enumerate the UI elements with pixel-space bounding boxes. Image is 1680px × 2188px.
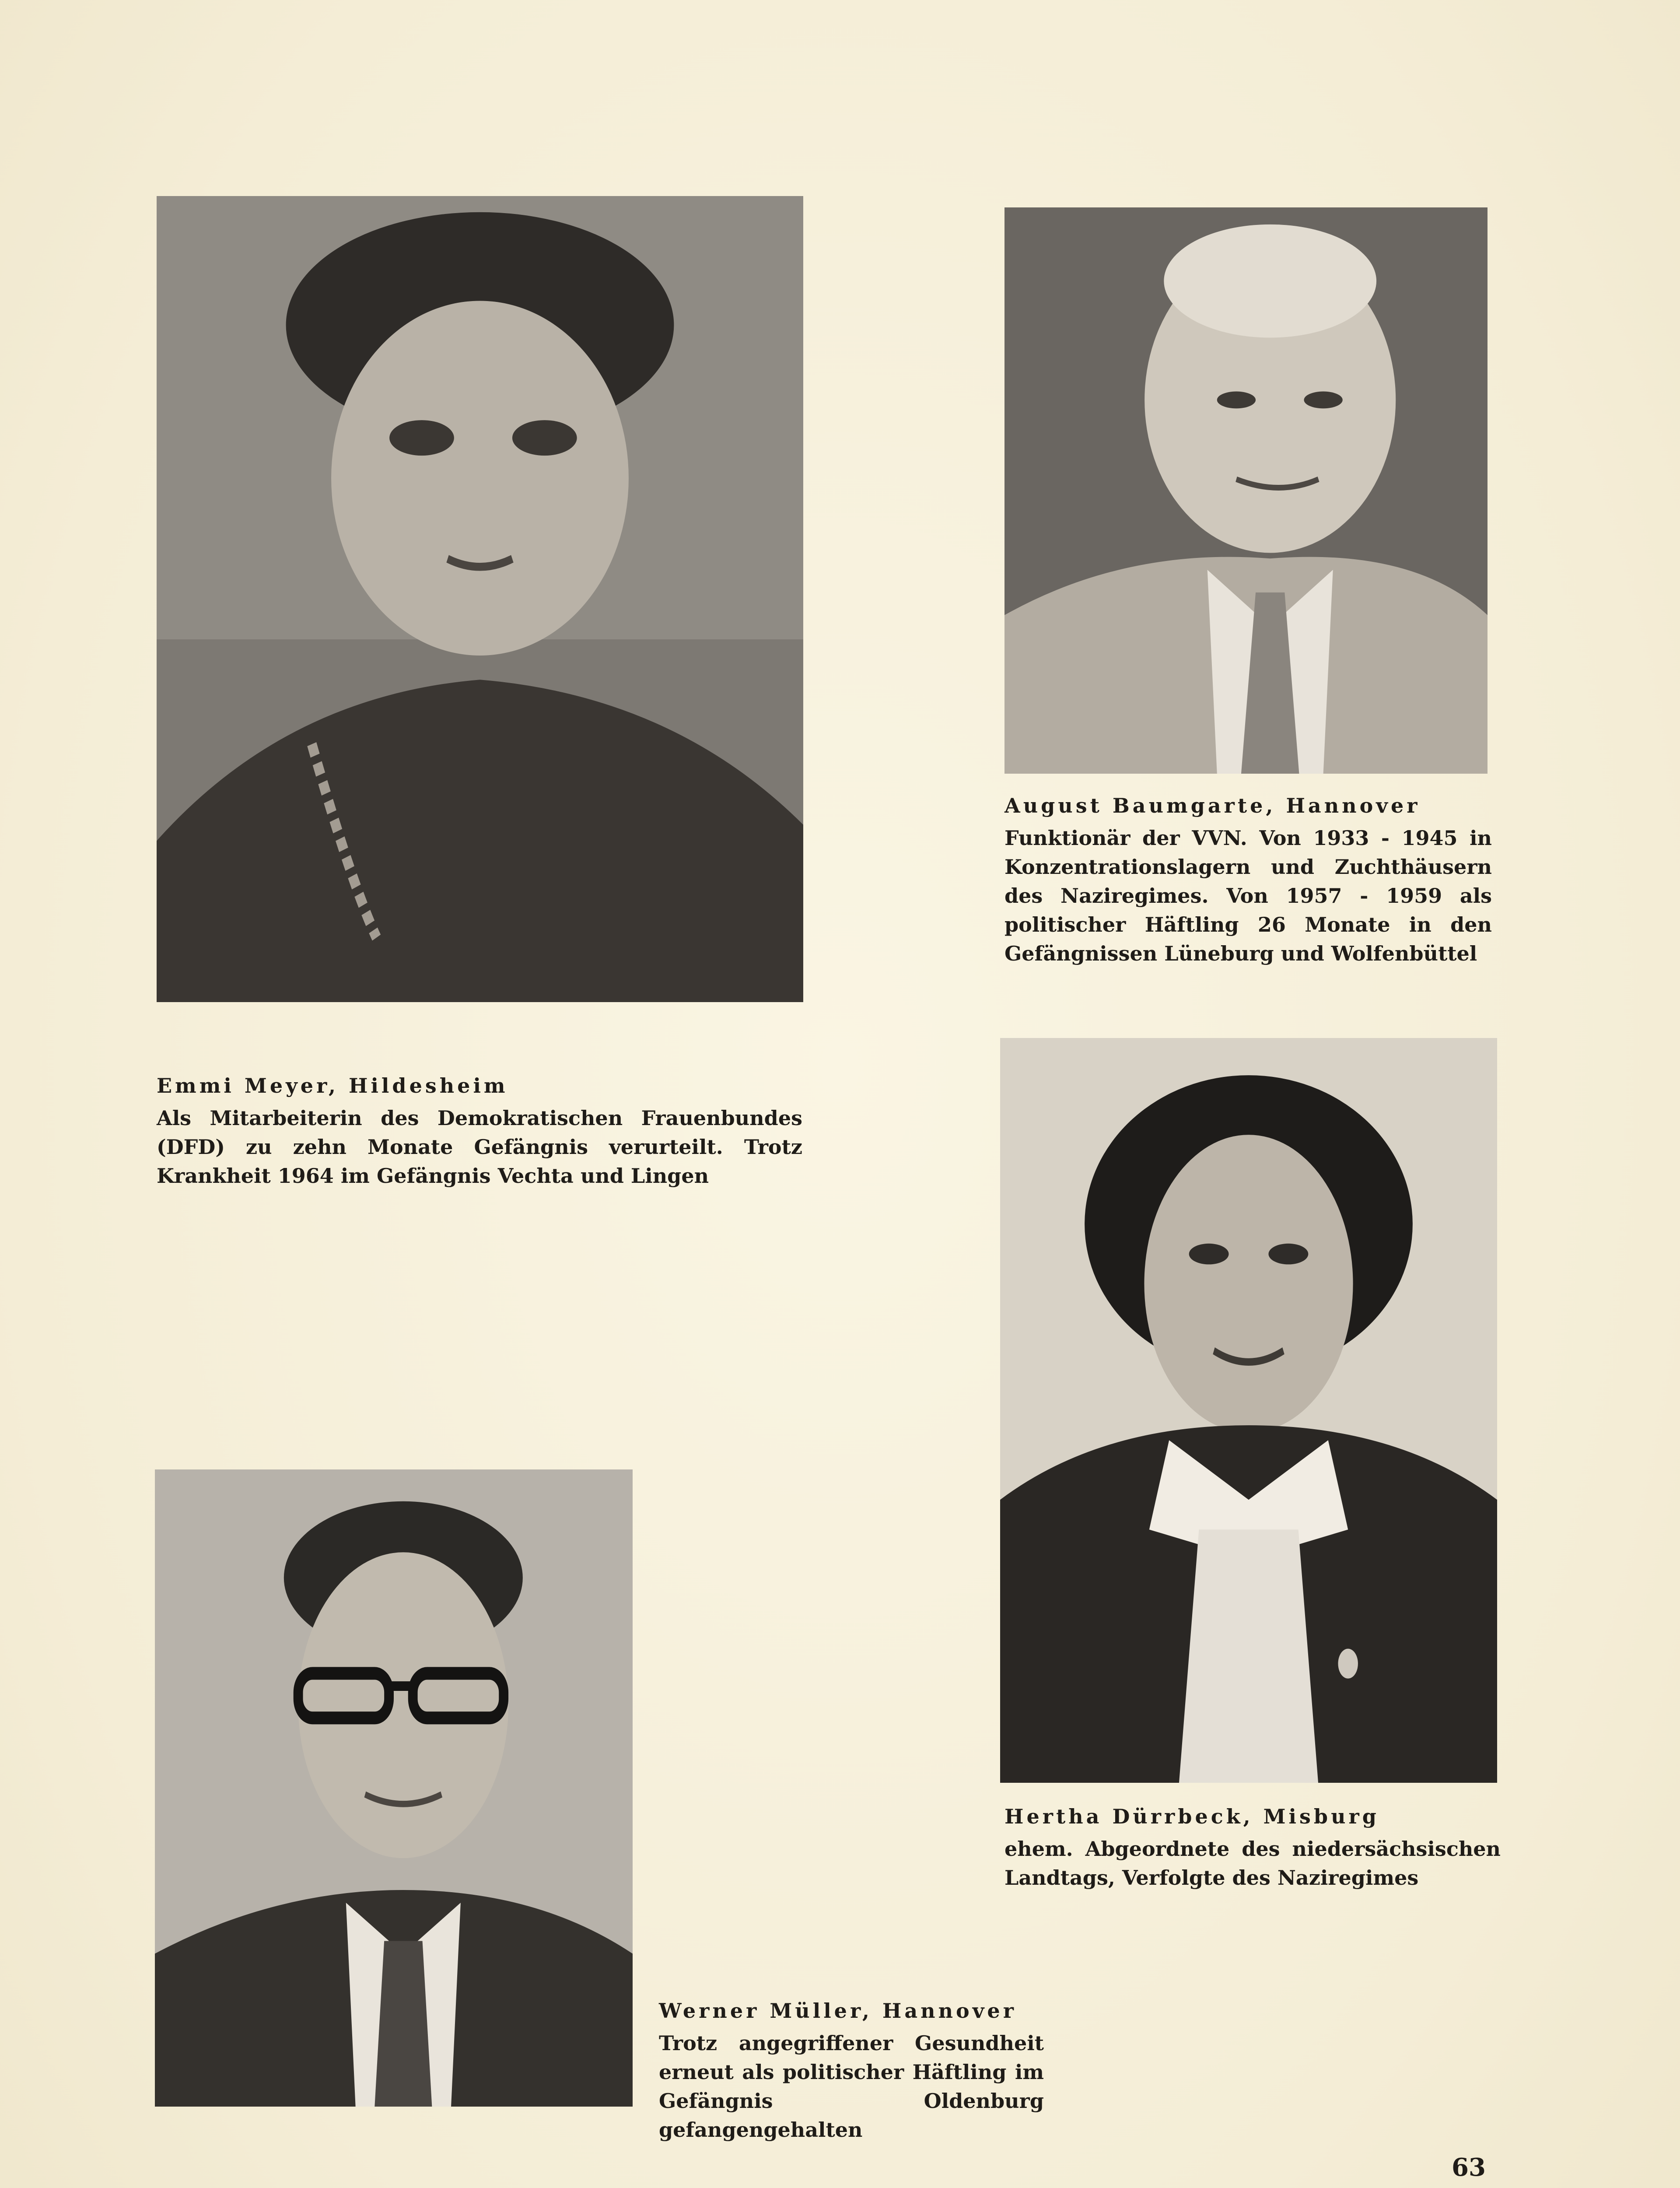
portrait-photo-werner-muller — [155, 1469, 633, 2107]
page-number: 63 — [1452, 2153, 1486, 2182]
caption-hertha-durrbeck — [1004, 1802, 1501, 1892]
portrait-image — [157, 196, 803, 1002]
caption-august-baumgarte — [1004, 791, 1492, 968]
person-bio: Funktionär der VVN. Von 1933 - 1945 in Konzentrationslagern und Zuchthäusern des Naziregimes. Von 1957 - 1959 als politischer Häftling 26 Monate in den Gefängnissen Lüneburg und Wolfenbüttel — [1004, 826, 1492, 965]
portrait-photo-hertha-durrbeck — [1000, 1038, 1497, 1783]
portrait-photo-august-baumgarte — [1004, 207, 1488, 774]
person-bio: ehem. Abgeordnete des niedersächsischen Landtags, Verfolgte des Naziregimes — [1004, 1837, 1501, 1890]
caption-emmi-meyer — [157, 1071, 802, 1190]
portrait-photo-emmi-meyer — [157, 196, 803, 1002]
caption-werner-muller — [659, 1996, 1044, 2144]
person-name: August Baumgarte, Hannover — [1004, 794, 1421, 817]
person-bio: Trotz angegriffener Gesundheit erneut als politischer Häftling im Gefängnis Oldenburg gefangengehalten — [659, 2031, 1044, 2142]
person-bio: Als Mitarbeiterin des Demokratischen Frauenbundes (DFD) zu zehn Monate Gefängnis verurteilt. Trotz Krankheit 1964 im Gefängnis Vechta und Lingen — [157, 1106, 802, 1188]
person-name: Werner Müller, Hannover — [659, 1999, 1017, 2023]
portrait-image — [1000, 1038, 1497, 1783]
portrait-image — [155, 1469, 633, 2107]
portrait-image — [1004, 207, 1488, 774]
person-name: Emmi Meyer, Hildesheim — [157, 1074, 508, 1098]
person-name: Hertha Dürrbeck, Misburg — [1004, 1805, 1379, 1828]
